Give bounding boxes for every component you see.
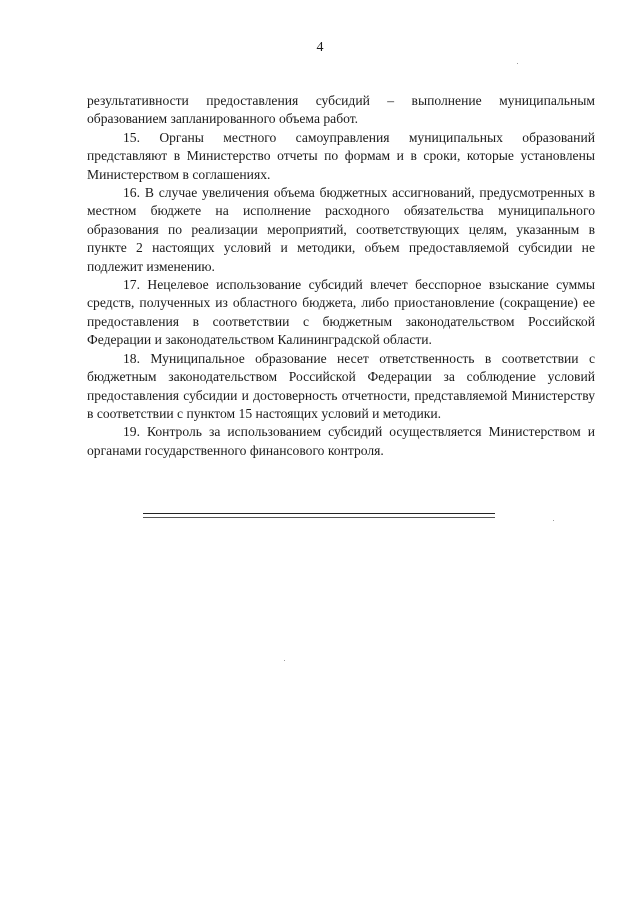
paragraph-item-17: 17. Нецелевое использование субсидий влечет бесспорное взыскание суммы средств, полученных из областного бюджета, либо приостановление (сокращение) ее предоставления в соответствии с бюджетным законодательством Российской Федерации и законодательством Калининградской области. <box>87 277 595 348</box>
end-of-document-rule <box>143 513 495 514</box>
end-of-document-rule-secondary <box>143 517 495 518</box>
paragraph-item-18: 18. Муниципальное образование несет ответственность в соответствии с бюджетным законодательством Российской Федерации за соблюдение условий предоставления субсидии и достоверность отчетности, представляемой Министерству в соответствии с пунктом 15 настоящих условий и методики. <box>87 350 595 421</box>
paragraph-continuation: результативности предоставления субсидий – выполнение муниципальным образованием запланированного объема работ. <box>87 93 595 127</box>
page-number: 4 <box>316 40 324 55</box>
scan-speck <box>284 660 285 661</box>
scan-speck <box>553 520 554 521</box>
scan-speck <box>517 63 518 64</box>
paragraph-item-16: 16. В случае увеличения объема бюджетных ассигнований, предусмотренных в местном бюджете на исполнение расходного обязательства муниципального образования по реализации мероприятий, соответствующих целям, указанным в пункте 2 настоящих условий и методики, объем предоставляемой субсидии не подлежит изменению. <box>87 185 595 274</box>
paragraph-item-19: 19. Контроль за использованием субсидий осуществляется Министерством и органами государственного финансового контроля. <box>87 424 595 458</box>
paragraph-item-15: 15. Органы местного самоуправления муниципальных образований представляют в Министерство отчеты по формам и в сроки, которые установлены Министерством в соглашениях. <box>87 129 595 182</box>
document-body <box>87 92 595 460</box>
